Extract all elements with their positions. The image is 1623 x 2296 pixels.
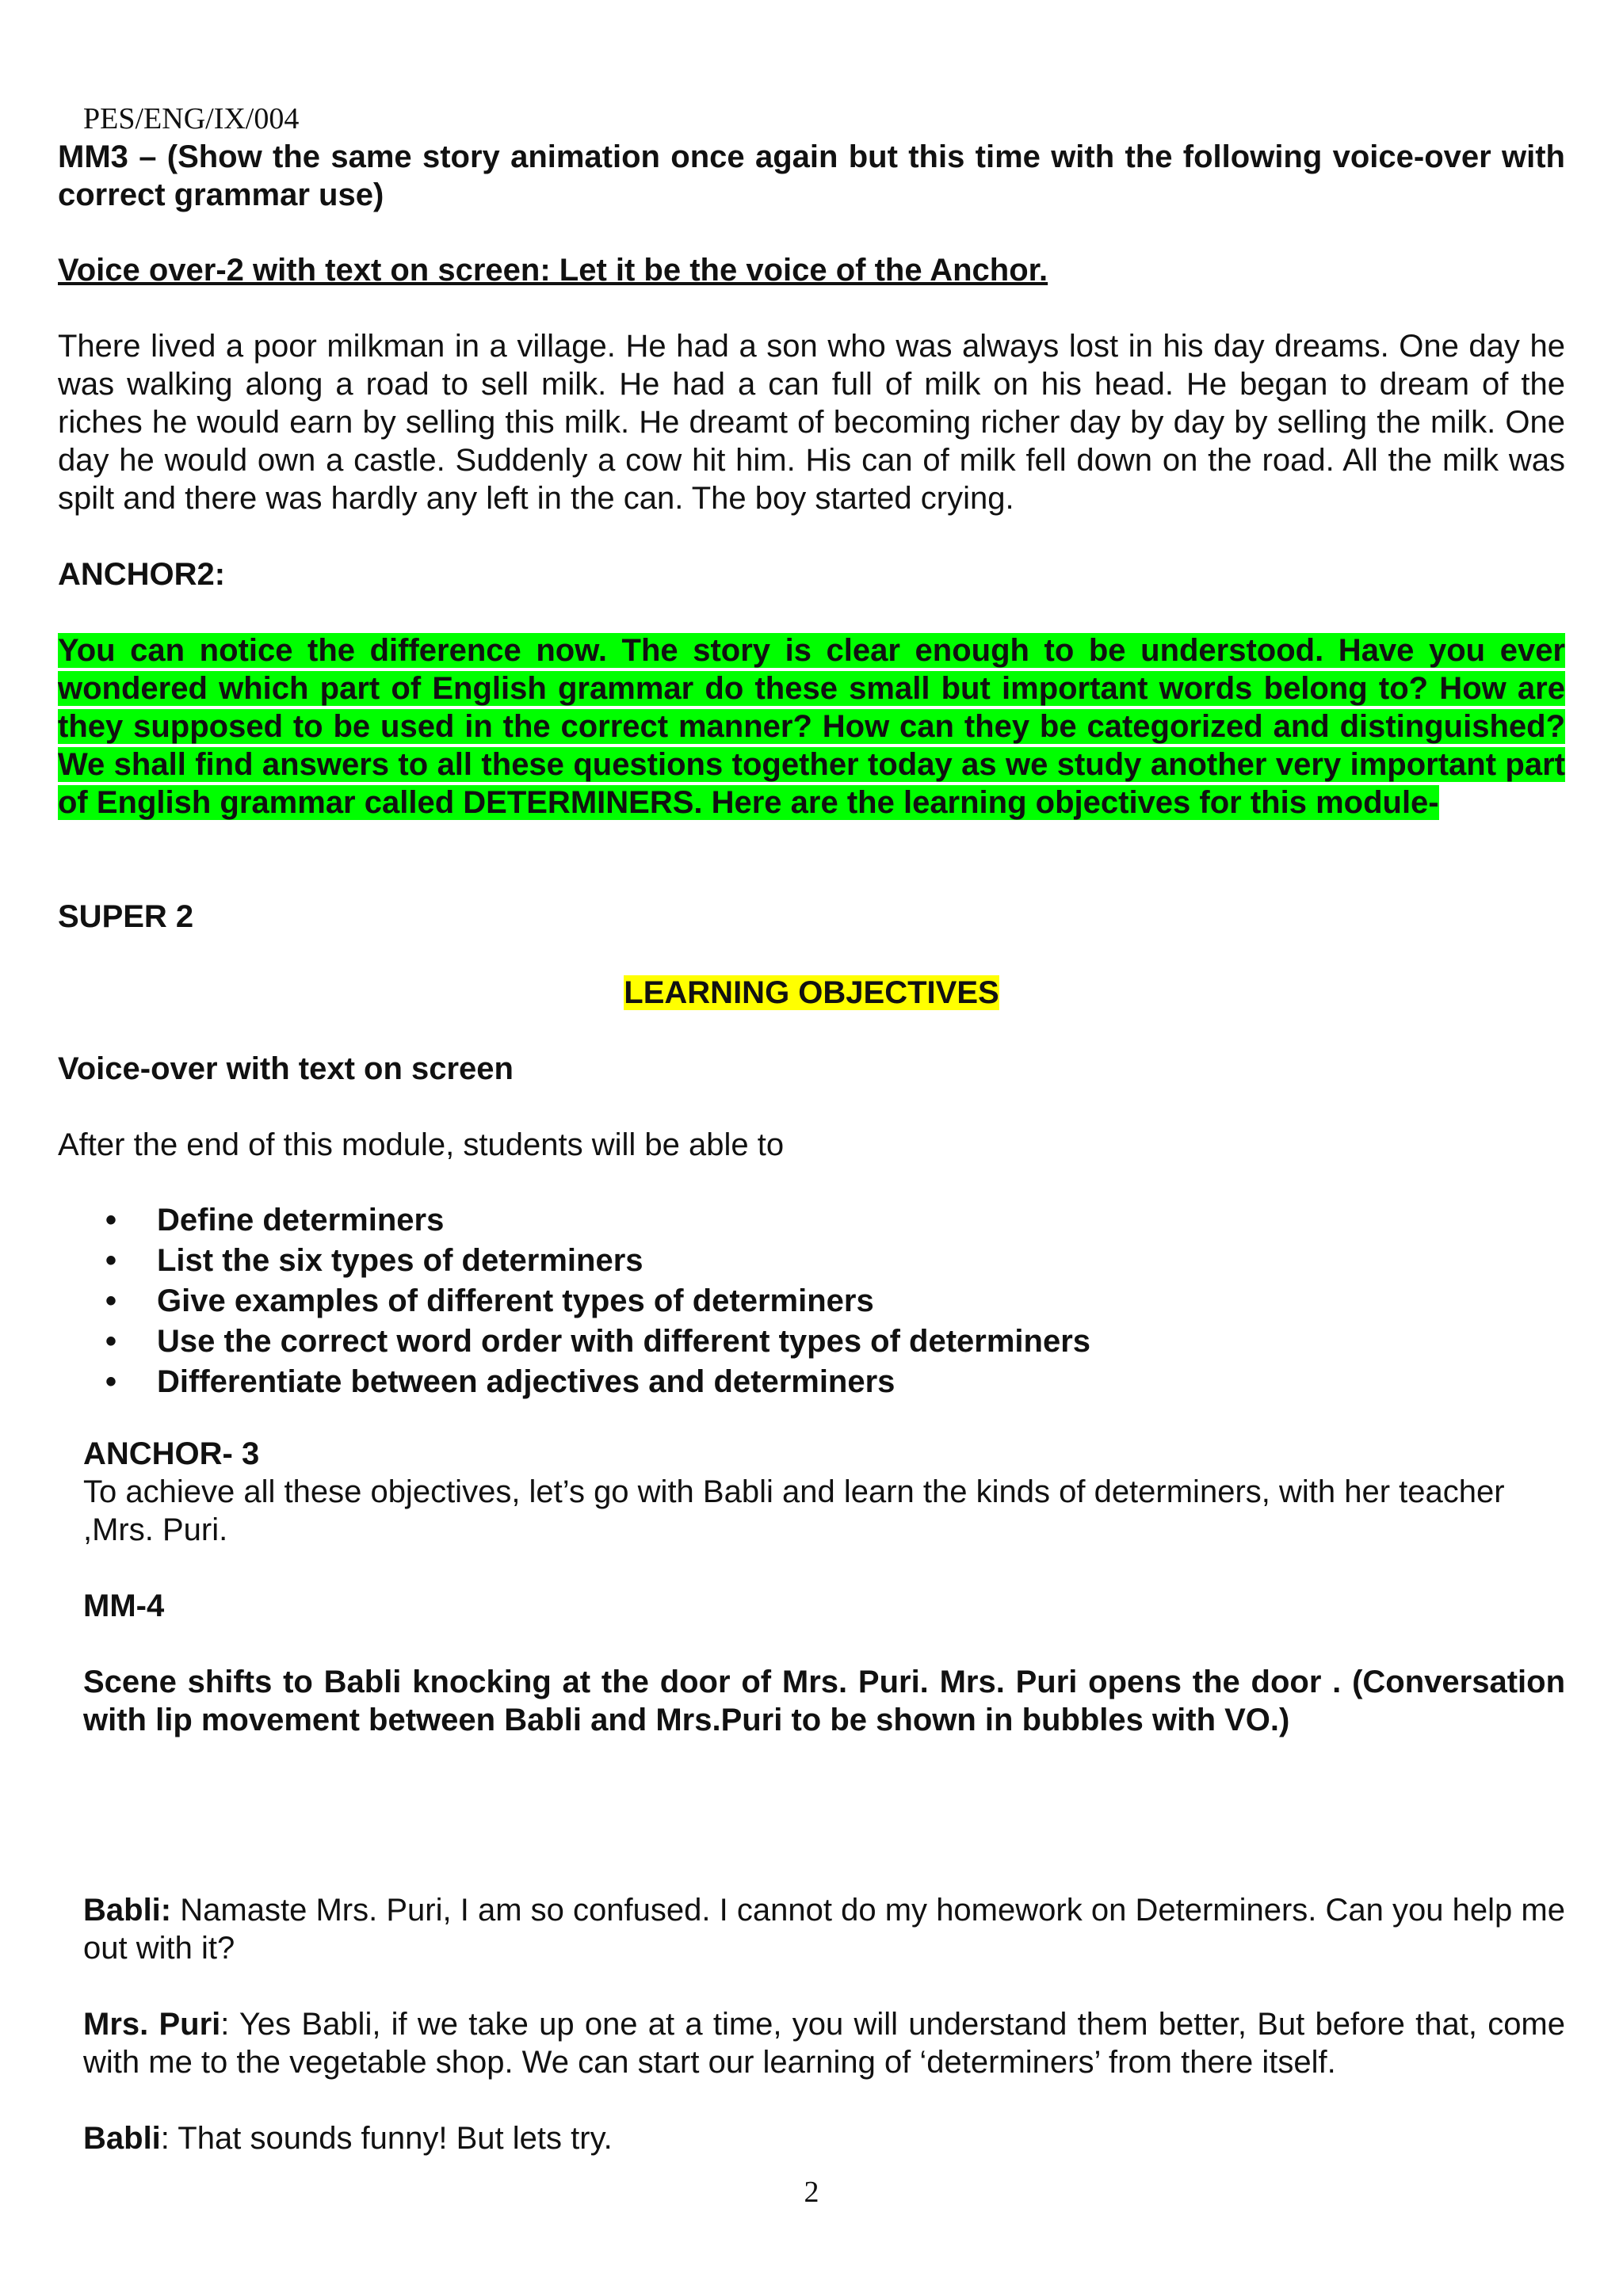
bullet-icon: •	[105, 1203, 117, 1238]
dialogue-mrs-puri	[83, 2005, 1565, 2081]
page-number: 2	[804, 2176, 819, 2209]
objectives-list	[58, 1200, 1565, 1402]
list-item	[58, 1362, 1565, 1402]
anchor2-highlight: You can notice the difference now. The story is clear enough to be understood. Have you ever wondered which part of English grammar do these small but important words belong to? How are they supposed to be used in the correct manner? How can they be categorized and distinguished? We shall find answers to all these questions together today as we study another very important part of English grammar called DETERMINERS. Here are the learning objectives for this module-	[58, 633, 1565, 820]
mm3-heading: MM3 – (Show the same story animation once again but this time with the following voice-over with correct grammar use)	[58, 139, 1565, 212]
learning-objectives-highlight: LEARNING OBJECTIVES	[624, 975, 999, 1010]
list-item	[58, 1200, 1565, 1241]
dialogue-line: : Yes Babli, if we take up one at a time, you will understand them better, But before that, come with me to the vegetable shop. We can start our learning of ‘determiners’ from there itself.	[83, 2007, 1566, 2080]
speaker-name: Babli:	[83, 1893, 172, 1928]
dialogue-babli-1	[83, 1891, 1565, 1967]
bullet-icon: •	[105, 1324, 117, 1359]
list-item	[58, 1322, 1565, 1362]
objective-text: Differentiate between adjectives and determiners	[157, 1364, 896, 1399]
speaker-name: Mrs. Puri	[83, 2007, 221, 2042]
speaker-name: Babli	[83, 2121, 161, 2156]
bullet-icon: •	[105, 1243, 117, 1278]
list-item	[58, 1281, 1565, 1322]
bullet-icon: •	[105, 1364, 117, 1399]
story-paragraph: There lived a poor milkman in a village. He had a son who was always lost in his day dreams. One day he was walking along a road to sell milk. He had a can full of milk on his head. He began to dream of the riches he would earn by selling this milk. He dreamt of becoming richer day by day by selling the milk. One day he would own a castle. Suddenly a cow hit him. His can of milk fell down on the road. All the milk was spilt and there was hardly any left in the can. The boy started crying.	[58, 329, 1565, 516]
dialogue-line: : That sounds funny! But lets try.	[160, 2121, 613, 2156]
super2-label: SUPER 2	[58, 899, 194, 934]
objectives-intro: After the end of this module, students will be able to	[58, 1127, 785, 1162]
voice-over-label: Voice-over with text on screen	[58, 1051, 514, 1086]
document-code: PES/ENG/IX/004	[83, 102, 300, 135]
scene-description: Scene shifts to Babli knocking at the door of Mrs. Puri. Mrs. Puri opens the door . (Conversation with lip movement between Babli and Mrs.Puri to be shown in bubbles with VO.)	[83, 1665, 1565, 1737]
anchor2-text	[58, 631, 1565, 822]
dialogue-line: Namaste Mrs. Puri, I am so confused. I cannot do my homework on Determiners. Can you help me out with it?	[83, 1893, 1565, 1966]
objective-text: Give examples of different types of determiners	[157, 1283, 874, 1318]
objective-text: List the six types of determiners	[157, 1243, 643, 1278]
anchor2-label: ANCHOR2:	[58, 557, 226, 592]
learning-objectives-title	[58, 974, 1565, 1012]
dialogue-babli-2	[83, 2119, 1565, 2157]
list-item	[58, 1241, 1565, 1281]
anchor3-label: ANCHOR- 3	[83, 1436, 260, 1471]
bullet-icon: •	[105, 1283, 117, 1318]
objective-text: Use the correct word order with different types of determiners	[157, 1324, 1091, 1359]
mm4-label: MM-4	[83, 1589, 165, 1623]
voice-over-2-heading: Voice over-2 with text on screen: Let it be the voice of the Anchor.	[58, 253, 1048, 288]
objective-text: Define determiners	[157, 1203, 445, 1238]
anchor3-text: To achieve all these objectives, let’s go with Babli and learn the kinds of determiners, with her teacher ,Mrs. Puri.	[83, 1474, 1505, 1547]
